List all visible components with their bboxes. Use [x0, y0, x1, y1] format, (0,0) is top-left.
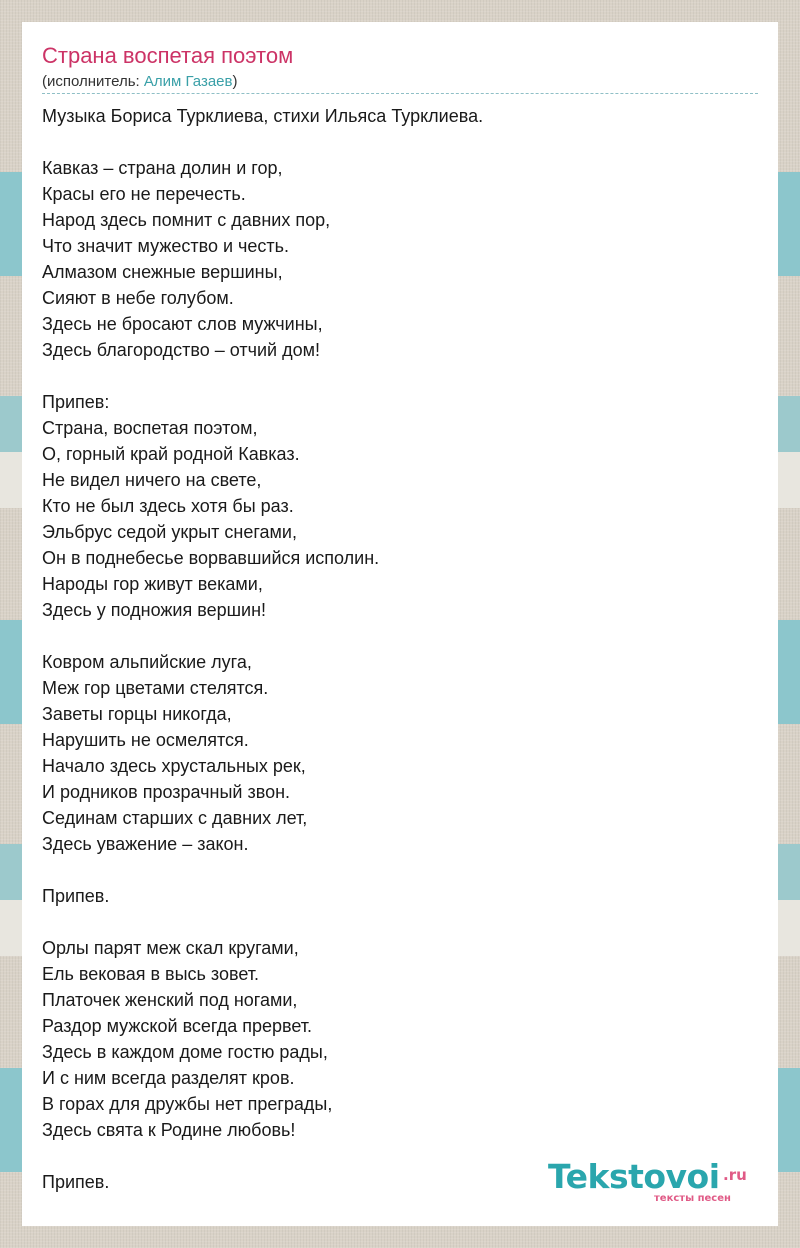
performer-line [42, 73, 237, 90]
logo-tld: .ru [723, 1166, 747, 1184]
performer-prefix: (исполнитель: [42, 73, 144, 90]
lyrics-card [22, 22, 778, 1226]
performer-link[interactable]: Алим Газаев [143, 73, 233, 90]
logo-tagline: тексты песен [654, 1193, 731, 1204]
performer-suffix: ) [232, 73, 238, 90]
site-logo[interactable] [548, 1158, 758, 1204]
title-divider [42, 93, 758, 94]
song-title: Страна воспетая поэтом [42, 43, 294, 68]
logo-name: Tekstovoi [548, 1157, 720, 1196]
song-lyrics: Музыка Бориса Турклиева, стихи Ильяса Турклиева. Кавказ – страна долин и гор, Красы его не перечесть. Народ здесь помнит с давних пор, Что значит мужество и честь. Алмазом снежные вершины, Сияют в небе голубом. Здесь не бросают слов мужчины, Здесь благородство – отчий дом! Припев: Страна, воспетая поэтом, О, горный край родной Кавказ. Не видел ничего на свете, Кто не был здесь хотя бы раз. Эльбрус седой укрыт снегами, Он в поднебесье ворвавшийся исполин. Народы гор живут веками, Здесь у подножия вершин! Ковром альпийские луга, Меж гор цветами стелятся. Заветы горцы никогда, Нарушить не осмелятся. Начало здесь хрустальных рек, И родников прозрачный звон. Сединам старших с давних лет, Здесь уважение – закон. Припев. Орлы парят меж скал кругами, Ель вековая в высь зовет. Платочек женский под ногами, Раздор мужской всегда прервет. Здесь в каждом доме гостю рады, И с ним всегда разделят кров. В горах для дружбы нет преграды, Здесь свята к Родине любовь! Припев. [42, 106, 484, 1192]
